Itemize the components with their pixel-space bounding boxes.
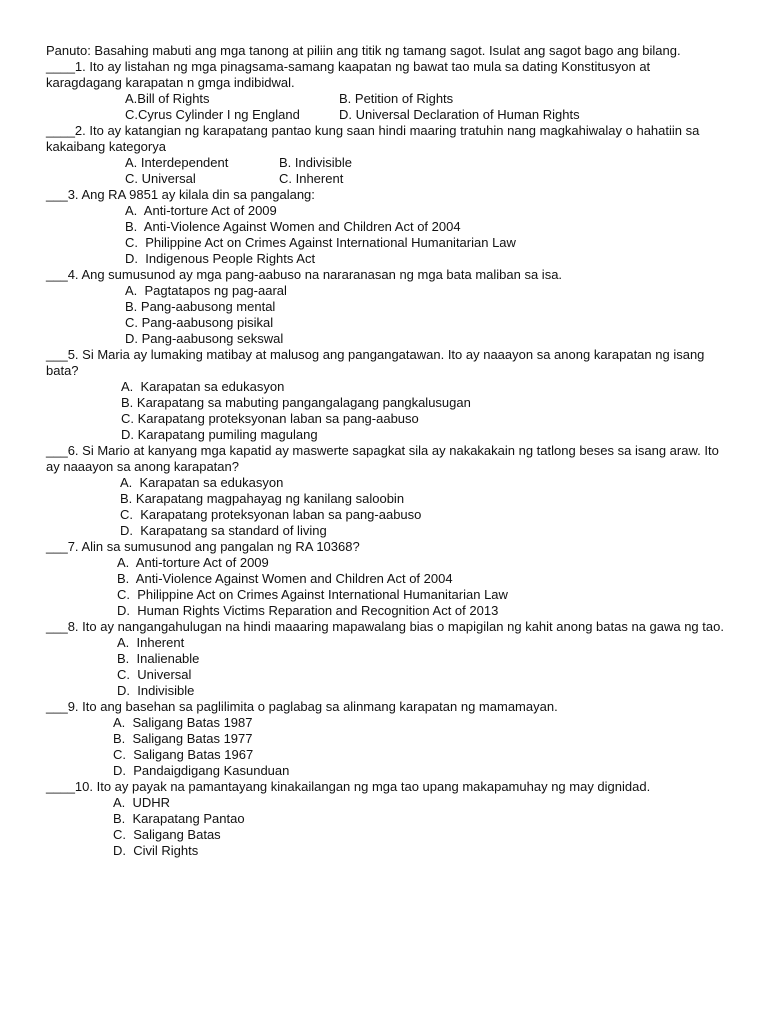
- answer-blank: ___: [46, 347, 68, 362]
- option-b: B. Pang-aabusong mental: [125, 299, 276, 314]
- question-text: 2. Ito ay katangian ng karapatang pantao kung saan hindi maaring tratuhin nang magkahiwalay o hahatiin sa kakaibang kategorya: [46, 123, 700, 154]
- question-2: [46, 123, 726, 155]
- option-a: A. UDHR: [113, 795, 171, 810]
- worksheet-content: [46, 43, 726, 859]
- option-c: C.Cyrus Cylinder I ng England: [125, 107, 300, 122]
- option-c: C. Philippine Act on Crimes Against International Humanitarian Law: [117, 587, 508, 602]
- option-b: B. Karapatang magpahayag ng kanilang saloobin: [120, 491, 405, 506]
- answer-blank: ____: [46, 779, 75, 794]
- option-row: [46, 107, 726, 123]
- option-a: A. Anti-torture Act of 2009: [117, 555, 269, 570]
- option-row: [46, 171, 726, 187]
- question-text: 3. Ang RA 9851 ay kilala din sa pangalang:: [67, 187, 315, 202]
- option-d: D. Civil Rights: [113, 843, 199, 858]
- option-a: A. Saligang Batas 1987: [113, 715, 253, 730]
- question-10: [46, 779, 726, 795]
- option-b: B. Inalienable: [117, 651, 200, 666]
- question-1: [46, 59, 726, 91]
- answer-blank: ___: [46, 443, 68, 458]
- option-row: [46, 91, 726, 107]
- option-d: D. Pang-aabusong sekswal: [125, 331, 284, 346]
- question-8: [46, 619, 726, 635]
- option-c: C. Saligang Batas: [113, 827, 221, 842]
- option-c: C. Philippine Act on Crimes Against International Humanitarian Law: [125, 235, 516, 250]
- option-b: B. Petition of Rights: [339, 91, 454, 106]
- option-a: A. Pagtatapos ng pag-aaral: [125, 283, 287, 298]
- option-d: D. Karapatang sa standard of living: [120, 523, 327, 538]
- instructions: Panuto: Basahing mabuti ang mga tanong at piliin ang titik ng tamang sagot. Isulat ang sagot bago ang bilang.: [46, 43, 681, 58]
- question-3: [46, 187, 726, 203]
- option-c: C. Universal: [125, 171, 196, 186]
- option-a: A.Bill of Rights: [125, 91, 210, 106]
- answer-blank: ___: [46, 187, 68, 202]
- question-text: 1. Ito ay listahan ng mga pinagsama-samang kaapatan ng bawat tao mula sa dating Konstitusyon at karagdagang karapatan n gmga indibidwal.: [46, 59, 651, 90]
- option-b: B. Saligang Batas 1977: [113, 731, 253, 746]
- question-6: [46, 443, 726, 475]
- question-5: [46, 347, 726, 379]
- option-row: [46, 155, 726, 171]
- question-text: 8. Ito ay nangangahulugan na hindi maaaring mapawalang bias o mapigilan ng kahit anong batas na gawa ng tao.: [67, 619, 724, 634]
- option-c: C. Pang-aabusong pisikal: [125, 315, 274, 330]
- answer-blank: ____: [46, 123, 75, 138]
- question-text: 4. Ang sumusunod ay mga pang-aabuso na nararanasan ng mga bata maliban sa isa.: [67, 267, 563, 282]
- question-text: 5. Si Maria ay lumaking matibay at malusog ang pangangatawan. Ito ay naaayon sa anong karapatan ng isang bata?: [46, 347, 705, 378]
- option-a: A. Inherent: [117, 635, 185, 650]
- question-9: [46, 699, 726, 715]
- option-c: C. Karapatang proteksyonan laban sa pang-aabuso: [120, 507, 422, 522]
- question-7: [46, 539, 726, 555]
- option-a: A. Karapatan sa edukasyon: [121, 379, 285, 394]
- option-c: C. Saligang Batas 1967: [113, 747, 254, 762]
- option-b: B. Karapatang sa mabuting pangangalagang pangkalusugan: [121, 395, 471, 410]
- option-a: A. Anti-torture Act of 2009: [125, 203, 277, 218]
- option-d: D. Indivisible: [117, 683, 195, 698]
- option-b: B. Karapatang Pantao: [113, 811, 245, 826]
- option-d: D. Universal Declaration of Human Rights: [339, 107, 580, 122]
- question-text: 9. Ito ang basehan sa paglilimita o paglabag sa alinmang karapatan ng mamamayan.: [67, 699, 558, 714]
- option-c: C. Universal: [117, 667, 192, 682]
- answer-blank: ___: [46, 267, 68, 282]
- option-b: B. Anti-Violence Against Women and Children Act of 2004: [125, 219, 461, 234]
- option-d: C. Inherent: [279, 171, 344, 186]
- answer-blank: ___: [46, 619, 68, 634]
- answer-blank: ___: [46, 539, 68, 554]
- answer-blank: ___: [46, 699, 68, 714]
- option-a: A. Karapatan sa edukasyon: [120, 475, 284, 490]
- answer-blank: ____: [46, 59, 75, 74]
- question-4: [46, 267, 726, 283]
- option-d: D. Pandaigdigang Kasunduan: [113, 763, 290, 778]
- option-d: D. Human Rights Victims Reparation and Recognition Act of 2013: [117, 603, 499, 618]
- option-a: A. Interdependent: [125, 155, 229, 170]
- option-d: D. Indigenous People Rights Act: [125, 251, 316, 266]
- question-text: 7. Alin sa sumusunod ang pangalan ng RA 10368?: [67, 539, 360, 554]
- option-b: B. Anti-Violence Against Women and Children Act of 2004: [117, 571, 453, 586]
- option-c: C. Karapatang proteksyonan laban sa pang-aabuso: [121, 411, 419, 426]
- question-text: 10. Ito ay payak na pamantayang kinakailangan ng mga tao upang makapamuhay ng may dignidad.: [74, 779, 651, 794]
- option-b: B. Indivisible: [279, 155, 352, 170]
- question-text: 6. Si Mario at kanyang mga kapatid ay maswerte sapagkat sila ay nakakakain ng tatlong beses sa isang araw. Ito ay naaayon sa anong karapatan?: [46, 443, 719, 474]
- option-d: D. Karapatang pumiling magulang: [121, 427, 318, 442]
